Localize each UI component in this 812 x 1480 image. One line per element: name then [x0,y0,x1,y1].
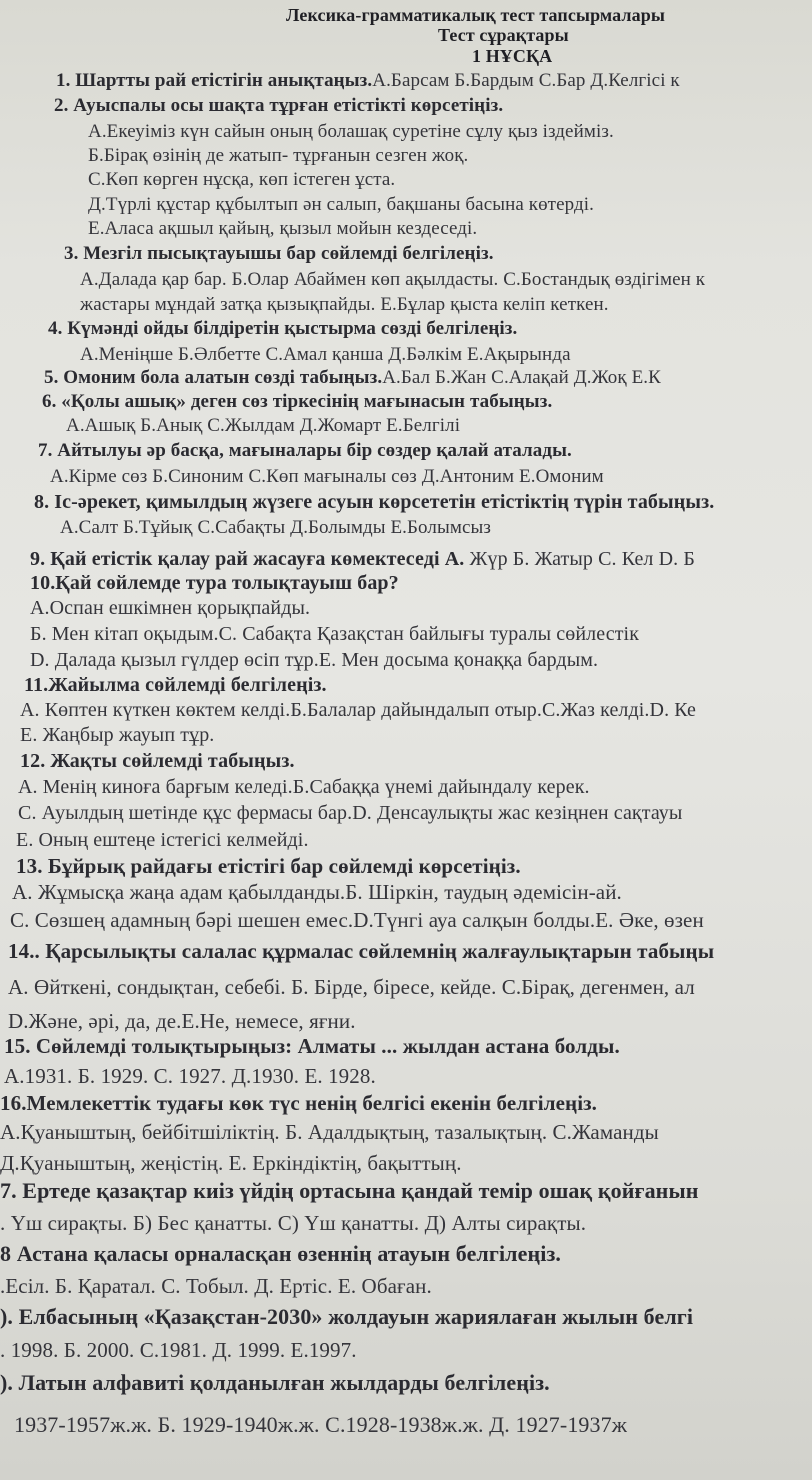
question-10: 10.Қай сөйлемде тура толықтауыш бар? [30,572,399,594]
question-7: 7. Айтылуы әр басқа, мағыналары бір сөздер қалай аталады. [38,440,572,461]
answer-options: А.Салт Б.Тұйық С.Сабақты Д.Болымды Е.Болымсыз [60,517,491,538]
answer-options: . 1998. Б. 2000. С.1981. Д. 1999. Е.1997. [0,1338,357,1362]
option-c: С.Көп көрген нұсқа, көп істеген ұста. [88,169,396,190]
options-line-1: А. Көптен күткен көктем келді.Б.Балалар дайындалып отыр.С.Жаз келді.D. Ке [20,699,696,721]
option-b: Б.Бірақ өзінің де жатып- тұрғанын сезген жоқ. [88,145,469,166]
option-d: Д.Түрлі құстар құбылтып ән салып, бақшаны басына көтерді. [88,194,594,215]
answer-options: А.Бал Б.Жан С.Алақай Д.Жоқ Е.К [382,367,661,388]
question-4: 4. Күмәнді ойды білдіретін қыстырма сөзді белгілеңіз. [48,318,518,339]
options-line-2: С. Сөзшең адамның бәрі шешен емес.D.Түнгі ауа салқын болды.Е. Әке, өзен [10,908,704,932]
options-line-2: жастары мұндай затқа қызықпайды. Е.Бұлар қыста келіп кеткен. [80,294,609,315]
question-17: 7. Ертеде қазақтар киіз үйдің ортасына қандай темір ошақ қойғанын [0,1178,699,1203]
variant-label: 1 НҰСҚА [472,46,553,66]
question-1 [56,71,680,90]
question-3: 3. Мезгіл пысықтауышы бар сөйлемді белгілеңіз. [64,243,494,264]
sheet-title: Лексика-грамматикалық тест тапсырмалары [286,5,665,25]
options-line-2: С. Ауылдың шетінде құс фермасы бар.D. Денсаулықты жас кезіңнен сақтауы [18,802,683,824]
options-line-1: А. Өйткені, сондықтан, себебі. Б. Бірде, біресе, кейде. С.Бірақ, дегенмен, ал [8,975,695,999]
question-13: 13. Бұйрық райдағы етістігі бар сөйлемді көрсетіңіз. [16,854,521,878]
question-14: 14.. Қарсылықты салалас құрмалас сөйлемнің жалғаулықтарын табыңы [8,939,715,963]
question-8: 8. Іс-әрекет, қимылдың жүзеге асуын көрсететін етістіктің түрін табыңыз. [34,491,715,513]
answer-options: А.Меніңше Б.Әлбетте С.Амал қанша Д.Бәлкім Е.Ақырында [80,344,571,365]
question-16: 16.Мемлекеттік тудағы көк түс ненің белгісі екенін белгілеңіз. [0,1091,598,1115]
question-11: 11.Жайылма сөйлемді белгілеңіз. [24,674,327,696]
answer-options: . Үш сирақты. Б) Бес қанатты. С) Үш қанатты. Д) Алты сирақты. [0,1211,587,1235]
answer-options: А.1931. Б. 1929. С. 1927. Д.1930. Е. 1928. [4,1064,376,1088]
answer-options: Жүр Б. Жатыр С. Кел D. Б [464,548,695,570]
question-9 [30,549,695,569]
options-line-2: D.Және, әрі, да, де.Е.Не, немесе, яғни. [8,1009,356,1033]
option-a: А.Екеуіміз күн сайын оның болашақ суретіне сұлу қыз іздейміз. [88,121,614,142]
question-15: 15. Сөйлемді толықтырыңыз: Алматы ... жылдан астана болды. [4,1034,620,1058]
question-text: 1. Шартты рай етістігін анықтаңыз. [56,70,373,91]
question-18: 8 Астана қаласы орналасқан өзеннің атауын белгілеңіз. [0,1241,562,1266]
option-e: Е. Жаңбыр жауып тұр. [20,724,215,746]
options-line-1: А.Қуаныштың, бейбітшіліктің. Б. Адалдықтың, тазалықтың. С.Жаманды [0,1120,659,1144]
answer-options: А.Барсам Б.Бардым С.Бар Д.Келгісі к [372,70,680,91]
question-5 [44,368,661,387]
sheet-subtitle: Тест сұрақтары [438,25,569,45]
options-d-e: D. Далада қызыл гүлдер өсіп тұр.Е. Мен досыма қонаққа бардым. [30,649,599,671]
answer-options: 1937-1957ж.ж. Б. 1929-1940ж.ж. С.1928-1938ж.ж. Д. 1927-1937ж [14,1412,628,1437]
question-12: 12. Жақты сөйлемді табыңыз. [20,750,295,772]
question-text: 5. Омоним бола алатын сөзді табыңыз. [44,367,383,388]
options-line-1: А. Менің киноға барғым келеді.Б.Сабаққа үнемі дайындалу керек. [18,776,590,798]
option-e: Е.Аласа ақшыл қайың, қызыл мойын кездеседі. [88,218,478,239]
options-line-1: А. Жұмысқа жаңа адам қабылданды.Б. Шіркін, таудың әдемісін-ай. [12,880,622,904]
answer-options: А.Кірме сөз Б.Синоним С.Көп мағыналы сөз Д.Антоним Е.Омоним [50,466,604,487]
option-e: Е. Оның ештеңе істегісі келмейді. [16,829,309,851]
question-19: ). Елбасының «Қазақстан-2030» жолдауын жариялаған жылын белгі [0,1304,694,1329]
answer-options: А.Ашық Б.Анық С.Жылдам Д.Жомарт Е.Белгілі [66,415,461,436]
option-a: А.Оспан ешкімнен қорықпайды. [30,597,311,619]
question-20: ). Латын алфавиті қолданылған жылдарды белгілеңіз. [0,1370,550,1395]
question-text: 9. Қай етістік қалау рай жасауға көмектеседі А. [30,548,465,570]
answer-options: .Есіл. Б. Қаратал. С. Тобыл. Д. Ертіс. Е. Обаған. [0,1274,432,1298]
options-line-1: А.Далада қар бар. Б.Олар Абаймен көп ақылдасты. С.Бостандық өздігімен к [80,269,706,290]
options-b-c: Б. Мен кітап оқыдым.С. Сабақта Қазақстан байлығы туралы сөйлестік [30,623,640,645]
options-line-2: Д.Қуаныштың, жеңістің. Е. Еркіндіктің, бақыттың. [0,1151,462,1175]
question-2: 2. Ауыспалы осы шақта тұрған етістікті көрсетіңіз. [54,95,504,116]
question-6: 6. «Қолы ашық» деген сөз тіркесінің мағынасын табыңыз. [42,391,553,412]
